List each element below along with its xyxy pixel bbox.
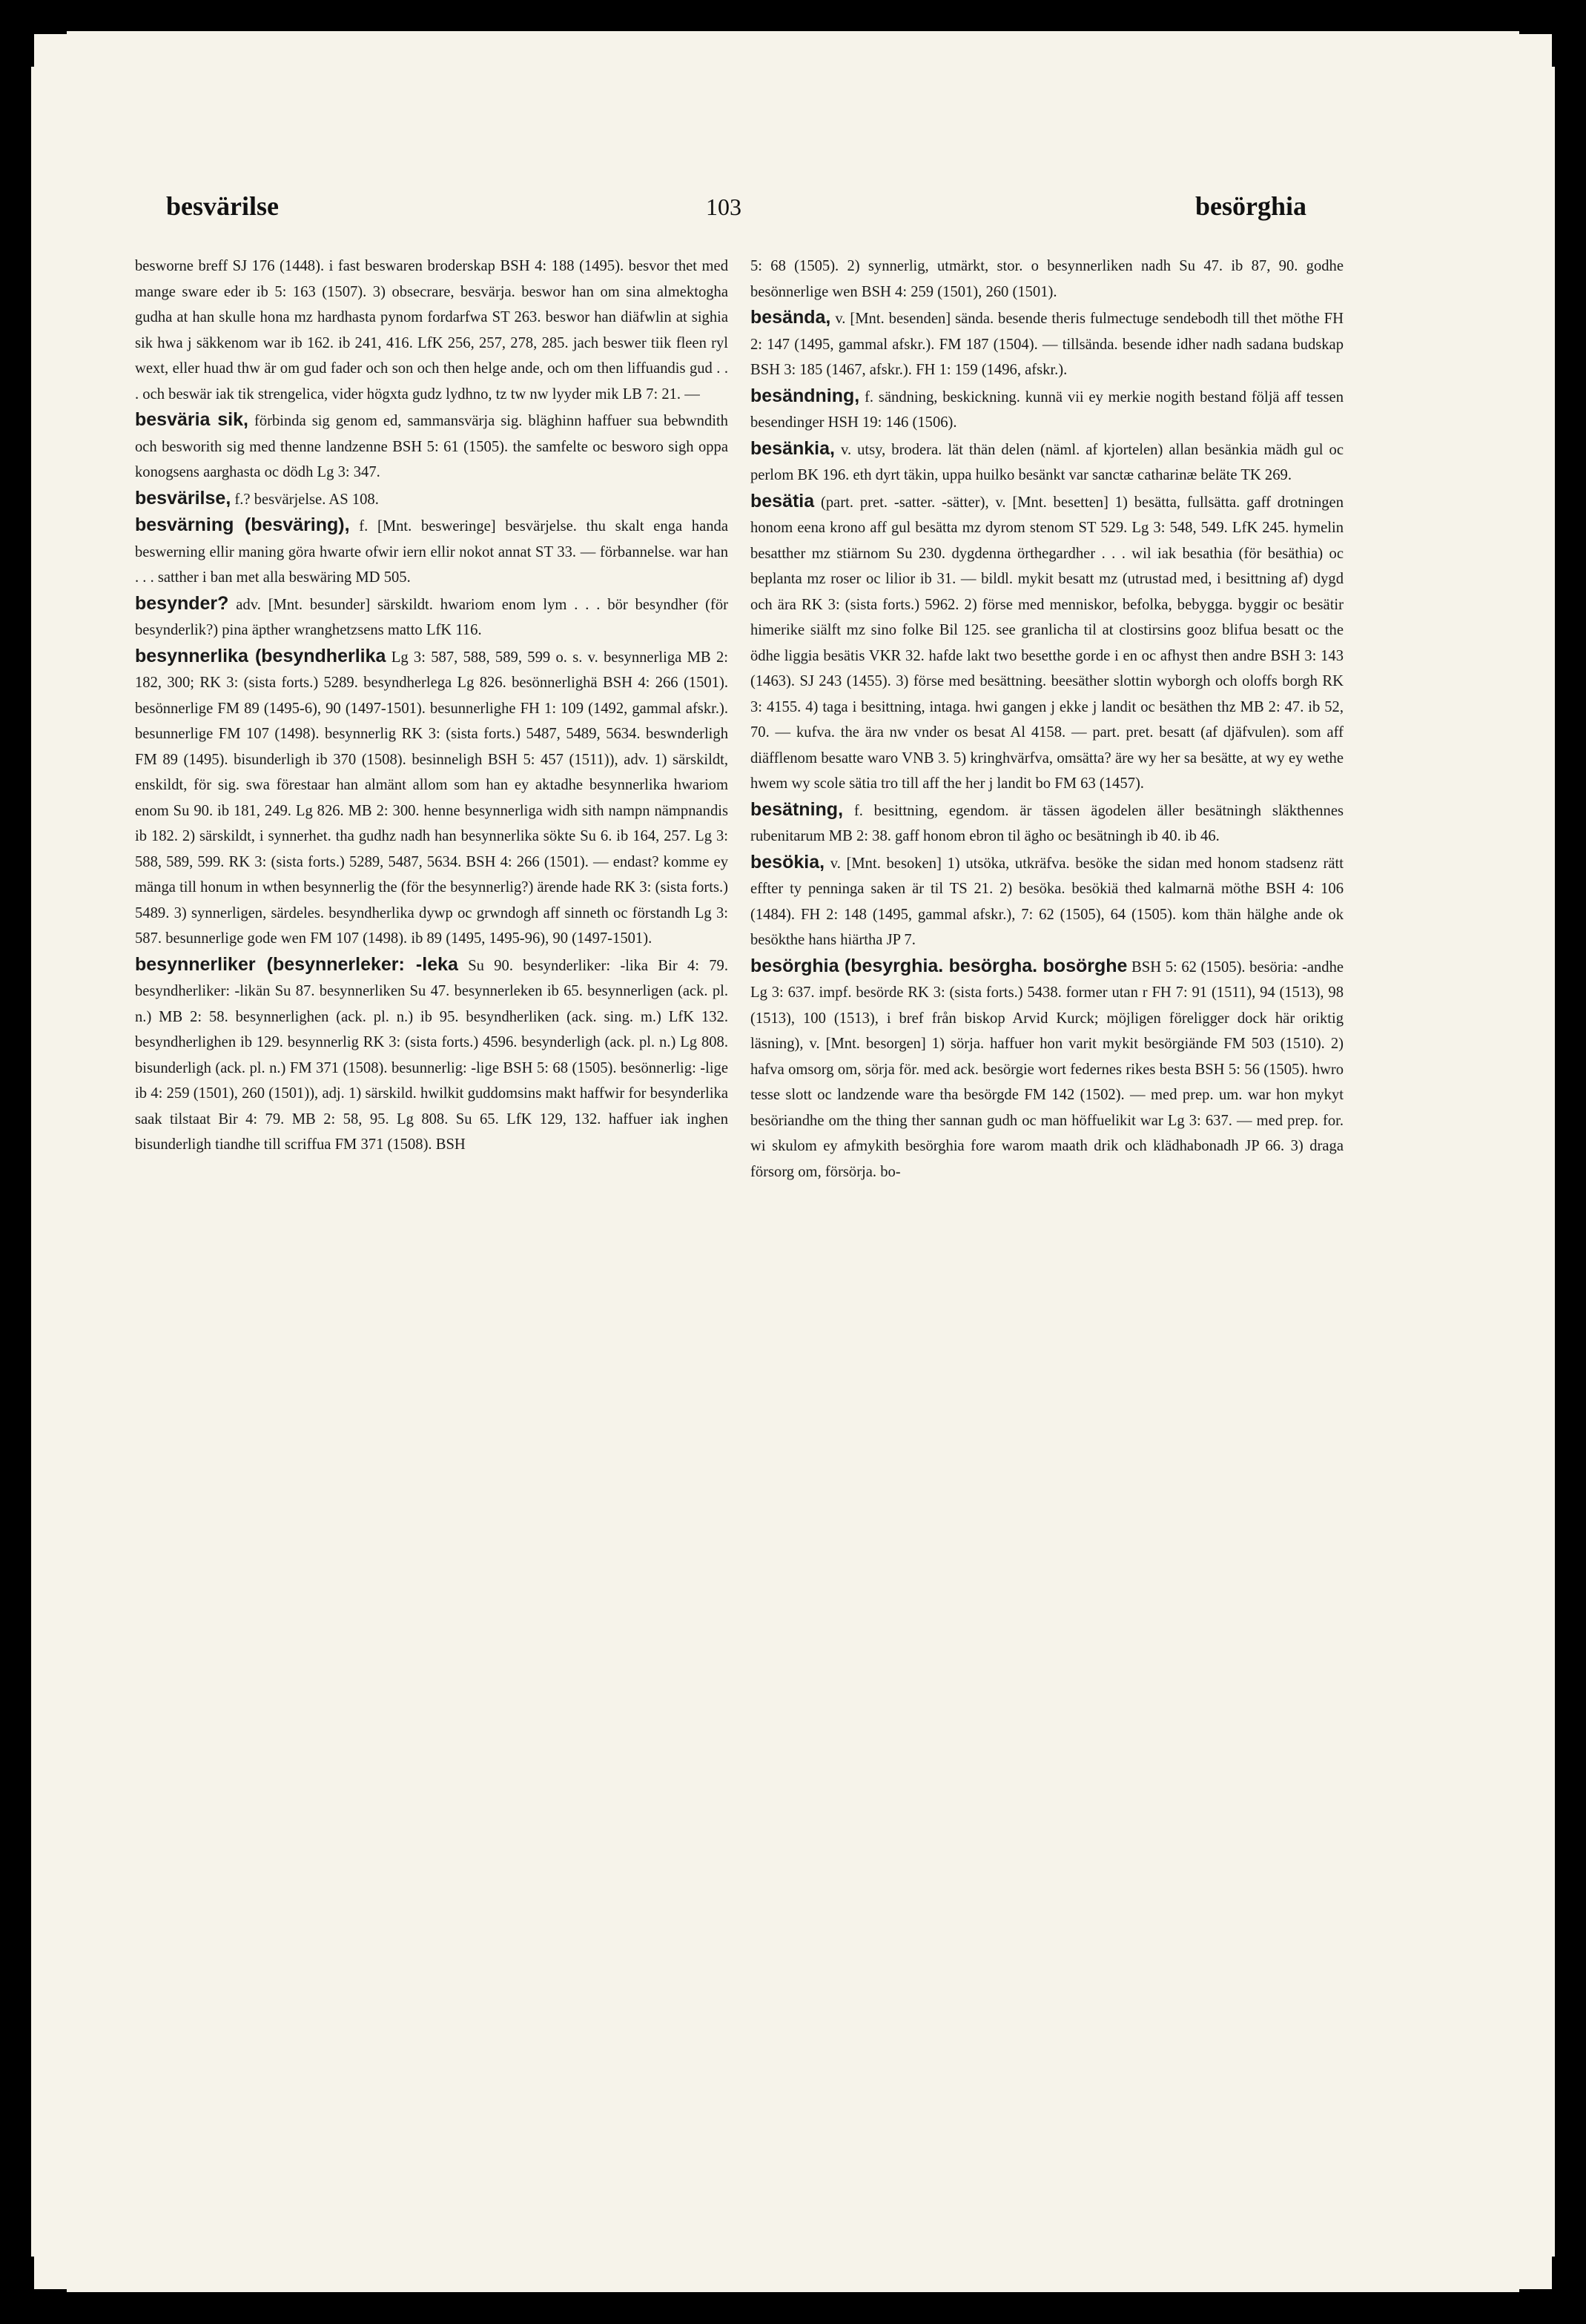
entry-headword: besätning, <box>750 798 844 820</box>
entry-headword: besvärning (besväring), <box>135 514 350 535</box>
dictionary-entry <box>135 486 728 513</box>
left-column <box>135 254 728 1158</box>
crop-mark <box>1552 2257 1555 2292</box>
dictionary-entry <box>135 254 728 407</box>
entry-body: f. besittning, egendom. är tässen ägodelen äller besätningh släkthennes rubenitarum MB 2: 38. gaff honom ebron til ägho oc besätningh ib 40. ib 46. <box>750 802 1344 844</box>
dictionary-entry <box>750 797 1344 850</box>
running-head-left: besvärilse <box>166 191 279 221</box>
dictionary-entry <box>135 591 728 643</box>
crop-mark <box>31 2289 67 2292</box>
dictionary-entry <box>135 952 728 1158</box>
entry-body: f. [Mnt. besweringe] besvärjelse. thu skalt enga handa beswerning ellir maning göra hwarte ofwir iern ellir nokot annat ST 33. — förbannelse. war han . . . satther i ban met alla beswäring MD 505. <box>135 518 728 586</box>
running-head-right: besörghia <box>1195 191 1307 221</box>
entry-body: f.? besvärjelse. AS 108. <box>234 491 379 508</box>
entry-body: BSH 5: 62 (1505). besöria: -andhe Lg 3: 637. impf. besörde RK 3: (sista forts.) 5438. former utan r FH 7: 91 (1511), 94 (1513), 98 (1513), 100 (1513), i bref från biskop Arvid Kurck; möjligen föreligger dock här oriktig läsning), v. [Mnt. besorgen] 1) sörja. haffuer hon varit mykit besörgiände FM 503 (1510). 2) hafva omsorg om, sörja för. med ack. besörgie wort federnes rikes besta BSH 5: 56 (1505). hwro tesse slott oc landzende ware tha besörgde FM 142 (1502). — med prep. um. war hon mykyt besöriandhe om the thing ther sannan gudh oc man höffuelikit war Lg 3: 637. — med prep. for. wi skulom ey afmykith besörghia fore warom maath drik och klädhabonadh JP 66. 3) draga försorg om, försörja. bo- <box>750 959 1344 1180</box>
crop-mark <box>31 2257 34 2292</box>
dictionary-entry <box>750 305 1344 383</box>
dictionary-entry <box>750 383 1344 436</box>
dictionary-entry <box>135 512 728 591</box>
dictionary-entry <box>750 489 1344 797</box>
entry-body: v. [Mnt. besenden] sända. besende theris fulmectuge sendebodh till thet möthe FH 2: 147 (1495, gammal afskr.). FM 187 (1504). — tillsända. besende idher nadh sadana budskap BSH 3: 185 (1467, afskr.). FH 1: 159 (1496, afskr.). <box>750 311 1344 378</box>
entry-headword: besätia <box>750 490 815 512</box>
entry-headword: besörghia (besyrghia. besörgha. bosörghe <box>750 955 1128 976</box>
dictionary-page <box>31 31 1555 2292</box>
dictionary-entry <box>750 436 1344 489</box>
entry-headword: besynnerliker (besynnerleker: -leka <box>135 953 458 975</box>
entry-headword: besynder? <box>135 592 229 614</box>
page-header <box>31 191 1555 235</box>
entry-headword: besväria sik, <box>135 409 248 430</box>
entry-body: 5: 68 (1505). 2) synnerlig, utmärkt, stor. o besynnerliken nadh Su 47. ib 87, 90. godhe besönnerlige wen BSH 4: 259 (1501), 260 (1501). <box>750 258 1344 300</box>
entry-body: besworne breff SJ 176 (1448). i fast beswaren broderskap BSH 4: 188 (1495). besvor thet med mange sware eder ib 5: 163 (1507). 3) obsecrare, besvärja. beswor han om sina almektogha gudha at han skulle hona mz hardhasta pynom fordarfwa ST 263. beswor han diäfwlin at sighia sik hwa j säkkenom war ib 162. ib 241, 416. LfK 256, 257, 278, 285. jach beswer tiik fleen ryl wext, eller huad thw är om gud fader och son och then helge ande, och om then liffuandis gud . . . och beswär iak tik strengelica, vider högxta gudz lydhno, tz tw nw lyyder mik LB 7: 21. — <box>135 258 728 403</box>
entry-body: förbinda sig genom ed, sammansvärja sig. bläghinn haffuer sua bebwndith och besworith sig med thenne landzenne BSH 5: 61 (1505). the samfelte oc besworo sigh oppa konogsens aarghasta oc dödh Lg 3: 347. <box>135 413 728 480</box>
dictionary-entry <box>135 407 728 486</box>
entry-body: v. utsy, brodera. lät thän delen (näml. af kjortelen) allan besänkia mädh gul oc perlom BK 196. eth dyrt täkin, uppa huilko besänkt var sanctæ catharinæ beläte TK 269. <box>750 441 1344 483</box>
crop-mark <box>1552 31 1555 67</box>
entry-headword: besänkia, <box>750 437 835 459</box>
right-column <box>750 254 1344 1185</box>
entry-body: adv. [Mnt. besunder] särskildt. hwariom enom lym . . . bör besyndher (för besynderlik?) pina äpther wranghetzsens matto LfK 116. <box>135 596 728 638</box>
entry-body: Lg 3: 587, 588, 589, 599 o. s. v. besynnerliga MB 2: 182, 300; RK 3: (sista forts.) 5289. besyndherlega Lg 826. besönnerlighä BSH 4: 266 (1501). besönnerlige FM 89 (1495-6), 90 (1497-1501). besunnerlighe FH 1: 109 (1492, gammal afskr.). besunnerlige FM 107 (1498). besynnerlig RK 3: (sista forts.) 5487, 5489, 5634. beswnderligh FM 89 (1495). bisunderligh ib 370 (1508). besinneligh BSH 5: 457 (1511)), adv. 1) särskildt, enskildt, för sig. swa förestaar han almänt allom som han ey aktadhe besynnerlika hwariom enom Su 90. ib 181, 249. Lg 826. MB 2: 300. henne besynnerliga widh sith nampn nämpnandis ib 182. 2) särskildt, i synnerhet. tha gudhz nadh han besynnerlika sökte Su 6. ib 164, 257. Lg 3: 588, 589, 599. RK 3: (sista forts.) 5289, 5487, 5634. BSH 4: 266 (1501). — endast? komme ey mänga till honum in wthen besynnerlig the (för the besynnerlig?) ärende hade RK 3: (sista forts.) 5489. 3) synnerligen, särdeles. besyndherlika dywp oc grwndogh aff sinneth oc förstandh Lg 3: 587. besunnerlige gode wen FM 107 (1498). ib 89 (1495, 1495-96), 90 (1497-1501). <box>135 649 728 947</box>
dictionary-entry <box>750 254 1344 305</box>
dictionary-entry <box>135 643 728 952</box>
dictionary-entry <box>750 850 1344 953</box>
entry-headword: besynnerlika (besyndherlika <box>135 645 386 666</box>
crop-mark <box>1519 2289 1555 2292</box>
page-number: 103 <box>706 193 741 220</box>
crop-mark <box>31 31 34 67</box>
entry-body: v. [Mnt. besoken] 1) utsöka, utkräfva. besöke the sidan med honom stadsenz rätt effter ty penninga saken är til TS 21. 2) besöka. besökiä thed kalmarnä möthe BSH 4: 106 (1484). FH 2: 148 (1495, gammal afskr.), 7: 62 (1505), 64 (1505). kom thän hälghe ande ok besökthe hans hiärtha JP 7. <box>750 855 1344 948</box>
entry-headword: besändning, <box>750 385 860 406</box>
dictionary-entry <box>750 953 1344 1185</box>
entry-body: f. sändning, beskickning. kunnä vii ey merkie nogith bestand följä aff tessen besendinger HSH 19: 146 (1506). <box>750 388 1344 431</box>
entry-body: Su 90. besynderliker: -lika Bir 4: 79. besyndherliker: -likän Su 87. besynnerliken Su 47. besynnerleken ib 65. besynnerligen (ack. pl. n.) MB 2: 58. besynnerlighen (ack. pl. n.) ib 95. besyndherliken (ack. sing. m.) LfK 132. besyndherlighen ib 129. besynnerlig RK 3: (sista forts.) 4596. besynderligh (ack. pl. n.) Lg 808. bisunderligh (ack. pl. n.) FM 371 (1508). besunnerlig: -lige BSH 5: 68 (1505). besönnerlig: -lige ib 4: 259 (1501), 260 (1501)), adj. 1) särskild. hwilkit guddomsins makt haffwir for besynderlika saak tilstaat Bir 4: 79. MB 2: 58, 95. Lg 808. Su 65. LfK 129, 132. haffuer iak inghen bisunderligh tiandhe till scriffua FM 371 (1508). BSH <box>135 957 728 1153</box>
crop-mark <box>31 31 67 34</box>
crop-mark <box>1519 31 1555 34</box>
entry-headword: besvärilse, <box>135 487 231 509</box>
entry-headword: besökia, <box>750 851 825 873</box>
entry-headword: besända, <box>750 307 831 328</box>
entry-body: (part. pret. -satter. -sätter), v. [Mnt. besetten] 1) besätta, fullsätta. gaff drotningen honom eena krono aff gul besätta mz dyrom stenom ST 529. Lg 3: 548, 549. LfK 245. hymelin besatther mz stiärnom Su 230. dygdenna örthegardher . . . wil iak besathia (för besäthia) oc beplanta mz roser oc lilior ib 31. — bildl. mykit besatt mz (utrustad med, i besittning af) dygd och ära RK 3: (sista forts.) 5962. 2) förse med menniskor, befolka, bebygga. byggir oc besätir himerike siälft mz sino folke Bil 125. see granlicha til at clostirsins gooz blifua besatt oc the ödhe liggia besätis VKR 32. hafde lakt two besetthe gorde i en oc afhyst then andre BSH 3: 143 (1463). SJ 243 (1455). 3) förse med besättning. beesäther slottin wyborgh och oloffs borgh RK 3: 4155. 4) taga i besittning, intaga. hwi gangen j ekke j landit oc besäthen thz MB 2: 47. ib 52, 70. — kufva. the ära nw vnder os besat Al 4158. — part. pret. besatt (af djäfvulen). som aff diäfflenom besatte waro VNB 3. 5) kringhvärfva, omsätta? äre wy her sa besätte, at wy ey wethe hwem wy scole sätia tro till aff the her j landit bo FM 63 (1457). <box>750 494 1344 792</box>
